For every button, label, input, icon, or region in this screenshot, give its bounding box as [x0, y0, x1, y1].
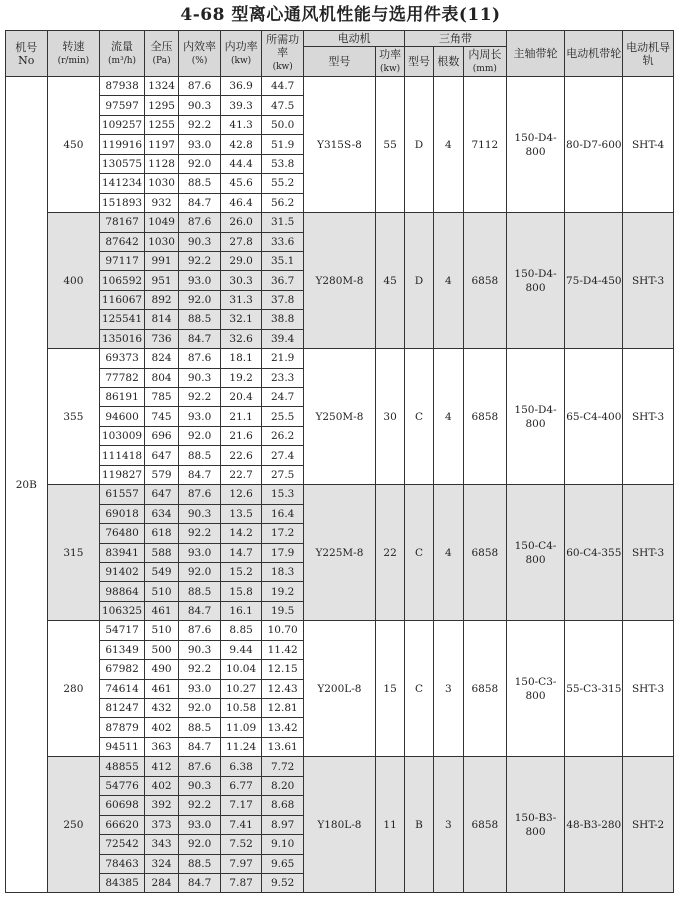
flow-cell: 106592 [100, 271, 145, 290]
pressure-cell: 343 [144, 835, 178, 854]
pressure-cell: 1324 [144, 77, 178, 96]
required-power-cell: 47.5 [262, 96, 304, 115]
motor-pulley-cell: 75-D4-450 [565, 213, 623, 349]
pressure-cell: 696 [144, 426, 178, 445]
flow-cell: 86191 [100, 388, 145, 407]
belt-count-cell: 3 [433, 757, 463, 893]
flow-cell: 78167 [100, 213, 145, 232]
inner-power-cell: 7.97 [220, 854, 262, 873]
pressure-cell: 461 [144, 601, 178, 620]
efficiency-cell: 93.0 [179, 135, 221, 154]
flow-cell: 54717 [100, 621, 145, 640]
efficiency-cell: 84.7 [179, 193, 221, 212]
flow-cell: 87938 [100, 77, 145, 96]
pressure-cell: 402 [144, 776, 178, 795]
required-power-cell: 15.3 [262, 485, 304, 504]
motor-power-cell: 22 [375, 485, 404, 621]
required-power-cell: 12.81 [262, 699, 304, 718]
belt-type-cell: C [405, 485, 433, 621]
flow-cell: 111418 [100, 446, 145, 465]
required-power-cell: 8.97 [262, 815, 304, 834]
flow-cell: 72542 [100, 835, 145, 854]
speed-cell: 315 [47, 485, 100, 621]
pressure-cell: 991 [144, 251, 178, 270]
required-power-cell: 10.70 [262, 621, 304, 640]
inner-power-cell: 7.17 [220, 796, 262, 815]
header-motor-power: 功率 (kw) [375, 47, 404, 77]
pressure-cell: 1049 [144, 213, 178, 232]
inner-power-cell: 45.6 [220, 174, 262, 193]
header-motor-pulley: 电动机带轮 [565, 31, 623, 77]
pressure-cell: 392 [144, 796, 178, 815]
pressure-cell: 588 [144, 543, 178, 562]
flow-cell: 91402 [100, 562, 145, 581]
efficiency-cell: 92.2 [179, 524, 221, 543]
flow-cell: 109257 [100, 115, 145, 134]
pressure-cell: 745 [144, 407, 178, 426]
efficiency-cell: 93.0 [179, 271, 221, 290]
table-row [6, 77, 674, 96]
motor-type-cell: Y250M-8 [303, 349, 375, 485]
flow-cell: 77782 [100, 368, 145, 387]
pressure-cell: 490 [144, 660, 178, 679]
pressure-cell: 510 [144, 582, 178, 601]
belt-count-cell: 4 [433, 213, 463, 349]
inner-power-cell: 22.6 [220, 446, 262, 465]
required-power-cell: 19.2 [262, 582, 304, 601]
required-power-cell: 55.2 [262, 174, 304, 193]
flow-cell: 94600 [100, 407, 145, 426]
flow-cell: 97117 [100, 251, 145, 270]
efficiency-cell: 92.2 [179, 251, 221, 270]
inner-power-cell: 14.2 [220, 524, 262, 543]
efficiency-cell: 87.6 [179, 213, 221, 232]
flow-cell: 106325 [100, 601, 145, 620]
motor-rail-cell: SHT-3 [623, 621, 674, 757]
inner-power-cell: 31.3 [220, 290, 262, 309]
motor-pulley-cell: 65-C4-400 [565, 349, 623, 485]
efficiency-cell: 87.6 [179, 621, 221, 640]
efficiency-cell: 84.7 [179, 329, 221, 348]
pressure-cell: 412 [144, 757, 178, 776]
required-power-cell: 33.6 [262, 232, 304, 251]
motor-power-cell: 55 [375, 77, 404, 213]
header-machine-no: 机号 No [6, 31, 48, 77]
required-power-cell: 13.61 [262, 737, 304, 756]
efficiency-cell: 88.5 [179, 174, 221, 193]
flow-cell: 61349 [100, 640, 145, 659]
pressure-cell: 402 [144, 718, 178, 737]
motor-power-cell: 45 [375, 213, 404, 349]
header-motor-type: 型号 [303, 47, 375, 77]
inner-power-cell: 15.8 [220, 582, 262, 601]
motor-power-cell: 30 [375, 349, 404, 485]
motor-power-cell: 15 [375, 621, 404, 757]
flow-cell: 76480 [100, 524, 145, 543]
inner-power-cell: 46.4 [220, 193, 262, 212]
belt-type-cell: C [405, 349, 433, 485]
pressure-cell: 951 [144, 271, 178, 290]
required-power-cell: 12.43 [262, 679, 304, 698]
header-motor-rail: 电动机导轨 [623, 31, 674, 77]
required-power-cell: 16.4 [262, 504, 304, 523]
flow-cell: 119827 [100, 465, 145, 484]
required-power-cell: 7.72 [262, 757, 304, 776]
flow-cell: 151893 [100, 193, 145, 212]
efficiency-cell: 87.6 [179, 757, 221, 776]
inner-power-cell: 18.1 [220, 349, 262, 368]
header-inner-power: 内功率 (kw) [220, 31, 262, 77]
pressure-cell: 373 [144, 815, 178, 834]
efficiency-cell: 84.7 [179, 601, 221, 620]
flow-cell: 81247 [100, 699, 145, 718]
required-power-cell: 13.42 [262, 718, 304, 737]
inner-power-cell: 7.87 [220, 873, 262, 892]
inner-power-cell: 10.04 [220, 660, 262, 679]
shaft-pulley-cell: 150-C4-800 [506, 485, 565, 621]
header-v-belt: 三角带 [405, 31, 506, 47]
efficiency-cell: 88.5 [179, 582, 221, 601]
required-power-cell: 27.4 [262, 446, 304, 465]
belt-length-cell: 6858 [464, 349, 507, 485]
pressure-cell: 736 [144, 329, 178, 348]
required-power-cell: 27.5 [262, 465, 304, 484]
pressure-cell: 647 [144, 446, 178, 465]
efficiency-cell: 90.3 [179, 640, 221, 659]
efficiency-cell: 92.2 [179, 388, 221, 407]
inner-power-cell: 16.1 [220, 601, 262, 620]
efficiency-cell: 92.0 [179, 426, 221, 445]
speed-cell: 250 [47, 757, 100, 893]
efficiency-cell: 90.3 [179, 232, 221, 251]
motor-type-cell: Y225M-8 [303, 485, 375, 621]
inner-power-cell: 30.3 [220, 271, 262, 290]
efficiency-cell: 84.7 [179, 873, 221, 892]
inner-power-cell: 21.1 [220, 407, 262, 426]
flow-cell: 54776 [100, 776, 145, 795]
pressure-cell: 1295 [144, 96, 178, 115]
flow-cell: 74614 [100, 679, 145, 698]
required-power-cell: 31.5 [262, 213, 304, 232]
shaft-pulley-cell: 150-D4-800 [506, 77, 565, 213]
speed-cell: 400 [47, 213, 100, 349]
efficiency-cell: 87.6 [179, 485, 221, 504]
required-power-cell: 38.8 [262, 310, 304, 329]
motor-pulley-cell: 48-B3-280 [565, 757, 623, 893]
inner-power-cell: 6.77 [220, 776, 262, 795]
inner-power-cell: 8.85 [220, 621, 262, 640]
pressure-cell: 363 [144, 737, 178, 756]
belt-type-cell: D [405, 213, 433, 349]
pressure-cell: 892 [144, 290, 178, 309]
flow-cell: 135016 [100, 329, 145, 348]
header-efficiency: 内效率 (%) [179, 31, 221, 77]
speed-cell: 280 [47, 621, 100, 757]
motor-power-cell: 11 [375, 757, 404, 893]
efficiency-cell: 88.5 [179, 854, 221, 873]
motor-rail-cell: SHT-4 [623, 77, 674, 213]
motor-pulley-cell: 60-C4-355 [565, 485, 623, 621]
belt-count-cell: 4 [433, 349, 463, 485]
required-power-cell: 8.68 [262, 796, 304, 815]
motor-rail-cell: SHT-2 [623, 757, 674, 893]
inner-power-cell: 12.6 [220, 485, 262, 504]
flow-cell: 87879 [100, 718, 145, 737]
required-power-cell: 37.8 [262, 290, 304, 309]
header-required-power: 所需功率 (kw) [262, 31, 304, 77]
flow-cell: 66620 [100, 815, 145, 834]
flow-cell: 61557 [100, 485, 145, 504]
motor-rail-cell: SHT-3 [623, 213, 674, 349]
flow-cell: 78463 [100, 854, 145, 873]
motor-type-cell: Y315S-8 [303, 77, 375, 213]
inner-power-cell: 41.3 [220, 115, 262, 134]
efficiency-cell: 88.5 [179, 310, 221, 329]
required-power-cell: 51.9 [262, 135, 304, 154]
motor-pulley-cell: 80-D7-600 [565, 77, 623, 213]
belt-count-cell: 3 [433, 621, 463, 757]
pressure-cell: 647 [144, 485, 178, 504]
pressure-cell: 824 [144, 349, 178, 368]
belt-type-cell: D [405, 77, 433, 213]
efficiency-cell: 92.2 [179, 115, 221, 134]
flow-cell: 69018 [100, 504, 145, 523]
belt-length-cell: 6858 [464, 621, 507, 757]
efficiency-cell: 90.3 [179, 368, 221, 387]
page-title: 4-68 型离心通风机性能与选用件表(11) [180, 5, 501, 25]
required-power-cell: 12.15 [262, 660, 304, 679]
flow-cell: 116067 [100, 290, 145, 309]
fan-performance-table [5, 30, 674, 893]
flow-cell: 119916 [100, 135, 145, 154]
required-power-cell: 9.65 [262, 854, 304, 873]
table-row [6, 213, 674, 232]
efficiency-cell: 92.0 [179, 154, 221, 173]
inner-power-cell: 21.6 [220, 426, 262, 445]
pressure-cell: 461 [144, 679, 178, 698]
inner-power-cell: 11.09 [220, 718, 262, 737]
efficiency-cell: 92.0 [179, 699, 221, 718]
pressure-cell: 579 [144, 465, 178, 484]
required-power-cell: 21.9 [262, 349, 304, 368]
belt-type-cell: C [405, 621, 433, 757]
efficiency-cell: 92.0 [179, 835, 221, 854]
efficiency-cell: 87.6 [179, 77, 221, 96]
header-belt-count: 根数 [433, 47, 463, 77]
flow-cell: 69373 [100, 349, 145, 368]
efficiency-cell: 92.0 [179, 562, 221, 581]
pressure-cell: 785 [144, 388, 178, 407]
efficiency-cell: 92.2 [179, 660, 221, 679]
flow-cell: 94511 [100, 737, 145, 756]
flow-cell: 97597 [100, 96, 145, 115]
inner-power-cell: 32.1 [220, 310, 262, 329]
header-pressure: 全压 (Pa) [144, 31, 178, 77]
flow-cell: 84385 [100, 873, 145, 892]
required-power-cell: 36.7 [262, 271, 304, 290]
motor-rail-cell: SHT-3 [623, 349, 674, 485]
inner-power-cell: 20.4 [220, 388, 262, 407]
pressure-cell: 804 [144, 368, 178, 387]
pressure-cell: 324 [144, 854, 178, 873]
required-power-cell: 24.7 [262, 388, 304, 407]
header-flow: 流量 (m³/h) [100, 31, 145, 77]
shaft-pulley-cell: 150-C3-800 [506, 621, 565, 757]
pressure-cell: 510 [144, 621, 178, 640]
pressure-cell: 932 [144, 193, 178, 212]
table-row [6, 349, 674, 368]
required-power-cell: 44.7 [262, 77, 304, 96]
flow-cell: 48855 [100, 757, 145, 776]
motor-rail-cell: SHT-3 [623, 485, 674, 621]
required-power-cell: 17.9 [262, 543, 304, 562]
efficiency-cell: 93.0 [179, 815, 221, 834]
required-power-cell: 23.3 [262, 368, 304, 387]
machine-no-cell: 20B [6, 77, 48, 893]
pressure-cell: 284 [144, 873, 178, 892]
belt-length-cell: 6858 [464, 485, 507, 621]
pressure-cell: 1030 [144, 174, 178, 193]
belt-length-cell: 6858 [464, 213, 507, 349]
required-power-cell: 8.20 [262, 776, 304, 795]
pressure-cell: 814 [144, 310, 178, 329]
flow-cell: 141234 [100, 174, 145, 193]
pressure-cell: 500 [144, 640, 178, 659]
pressure-cell: 618 [144, 524, 178, 543]
flow-cell: 103009 [100, 426, 145, 445]
motor-type-cell: Y280M-8 [303, 213, 375, 349]
inner-power-cell: 11.24 [220, 737, 262, 756]
required-power-cell: 35.1 [262, 251, 304, 270]
required-power-cell: 25.5 [262, 407, 304, 426]
efficiency-cell: 90.3 [179, 96, 221, 115]
inner-power-cell: 27.8 [220, 232, 262, 251]
pressure-cell: 1030 [144, 232, 178, 251]
flow-cell: 60698 [100, 796, 145, 815]
motor-type-cell: Y200L-8 [303, 621, 375, 757]
header-shaft-pulley: 主轴带轮 [506, 31, 565, 77]
inner-power-cell: 9.44 [220, 640, 262, 659]
table-row [6, 757, 674, 776]
efficiency-cell: 90.3 [179, 776, 221, 795]
motor-type-cell: Y180L-8 [303, 757, 375, 893]
required-power-cell: 53.8 [262, 154, 304, 173]
inner-power-cell: 44.4 [220, 154, 262, 173]
shaft-pulley-cell: 150-D4-800 [506, 213, 565, 349]
efficiency-cell: 92.2 [179, 796, 221, 815]
inner-power-cell: 29.0 [220, 251, 262, 270]
belt-length-cell: 7112 [464, 77, 507, 213]
table-row [6, 485, 674, 504]
required-power-cell: 19.5 [262, 601, 304, 620]
required-power-cell: 50.0 [262, 115, 304, 134]
inner-power-cell: 10.58 [220, 699, 262, 718]
inner-power-cell: 39.3 [220, 96, 262, 115]
required-power-cell: 17.2 [262, 524, 304, 543]
required-power-cell: 56.2 [262, 193, 304, 212]
header-speed: 转速 (r/min) [47, 31, 100, 77]
belt-count-cell: 4 [433, 485, 463, 621]
inner-power-cell: 14.7 [220, 543, 262, 562]
efficiency-cell: 92.0 [179, 290, 221, 309]
header-motor: 电动机 [303, 31, 404, 47]
efficiency-cell: 88.5 [179, 446, 221, 465]
efficiency-cell: 93.0 [179, 543, 221, 562]
pressure-cell: 1197 [144, 135, 178, 154]
inner-power-cell: 13.5 [220, 504, 262, 523]
header-belt-type: 型号 [405, 47, 433, 77]
belt-type-cell: B [405, 757, 433, 893]
shaft-pulley-cell: 150-B3-800 [506, 757, 565, 893]
required-power-cell: 26.2 [262, 426, 304, 445]
efficiency-cell: 93.0 [179, 679, 221, 698]
inner-power-cell: 7.52 [220, 835, 262, 854]
shaft-pulley-cell: 150-D4-800 [506, 349, 565, 485]
inner-power-cell: 32.6 [220, 329, 262, 348]
required-power-cell: 9.10 [262, 835, 304, 854]
inner-power-cell: 6.38 [220, 757, 262, 776]
flow-cell: 87642 [100, 232, 145, 251]
inner-power-cell: 26.0 [220, 213, 262, 232]
efficiency-cell: 93.0 [179, 407, 221, 426]
speed-cell: 355 [47, 349, 100, 485]
flow-cell: 130575 [100, 154, 145, 173]
table-row [6, 621, 674, 640]
inner-power-cell: 7.41 [220, 815, 262, 834]
belt-count-cell: 4 [433, 77, 463, 213]
pressure-cell: 549 [144, 562, 178, 581]
motor-pulley-cell: 55-C3-315 [565, 621, 623, 757]
inner-power-cell: 19.2 [220, 368, 262, 387]
required-power-cell: 39.4 [262, 329, 304, 348]
efficiency-cell: 84.7 [179, 737, 221, 756]
pressure-cell: 1255 [144, 115, 178, 134]
required-power-cell: 18.3 [262, 562, 304, 581]
required-power-cell: 11.42 [262, 640, 304, 659]
inner-power-cell: 36.9 [220, 77, 262, 96]
inner-power-cell: 10.27 [220, 679, 262, 698]
pressure-cell: 634 [144, 504, 178, 523]
efficiency-cell: 90.3 [179, 504, 221, 523]
belt-length-cell: 6858 [464, 757, 507, 893]
efficiency-cell: 88.5 [179, 718, 221, 737]
speed-cell: 450 [47, 77, 100, 213]
inner-power-cell: 15.2 [220, 562, 262, 581]
flow-cell: 125541 [100, 310, 145, 329]
table-body [6, 77, 674, 893]
efficiency-cell: 87.6 [179, 349, 221, 368]
required-power-cell: 9.52 [262, 873, 304, 892]
inner-power-cell: 22.7 [220, 465, 262, 484]
flow-cell: 98864 [100, 582, 145, 601]
flow-cell: 67982 [100, 660, 145, 679]
pressure-cell: 1128 [144, 154, 178, 173]
header-belt-length: 内周长 (mm) [464, 47, 507, 77]
efficiency-cell: 84.7 [179, 465, 221, 484]
inner-power-cell: 42.8 [220, 135, 262, 154]
flow-cell: 83941 [100, 543, 145, 562]
pressure-cell: 432 [144, 699, 178, 718]
